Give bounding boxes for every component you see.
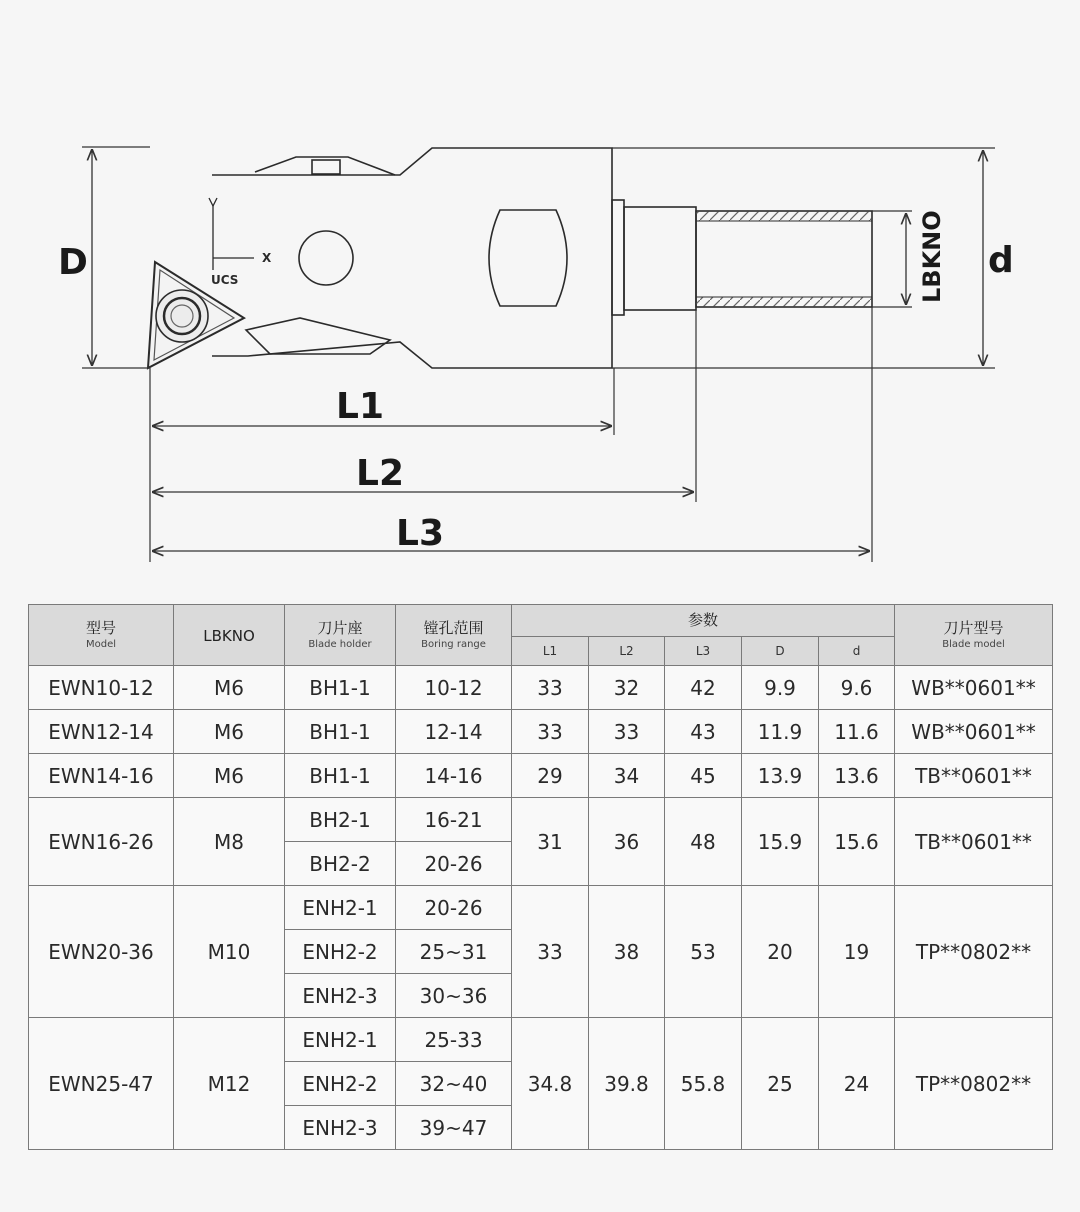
cell-L3: 42 xyxy=(665,666,742,710)
table-row xyxy=(29,754,1053,798)
header-L3: L3 xyxy=(665,637,742,666)
cell-boring-range: 16-21 xyxy=(396,798,512,842)
header-L1: L1 xyxy=(512,637,589,666)
cell-boring-range: 10-12 xyxy=(396,666,512,710)
cell-d: 19 xyxy=(819,886,895,1018)
cell-boring-range: 39~47 xyxy=(396,1106,512,1150)
label-L2: L2 xyxy=(356,453,404,494)
cell-L2: 34 xyxy=(589,754,665,798)
cell-blade-model: TB**0601** xyxy=(895,798,1053,886)
cell-L3: 55.8 xyxy=(665,1018,742,1150)
cell-lbkno: M10 xyxy=(174,886,285,1018)
cell-L1: 31 xyxy=(512,798,589,886)
cell-L1: 34.8 xyxy=(512,1018,589,1150)
cell-L2: 39.8 xyxy=(589,1018,665,1150)
header-blade-holder: 刀片座 Blade holder xyxy=(285,605,396,666)
label-L1: L1 xyxy=(336,386,384,427)
cell-model: EWN10-12 xyxy=(29,666,174,710)
tool-technical-drawing xyxy=(0,0,1080,600)
cell-L3: 53 xyxy=(665,886,742,1018)
cell-blade-holder: ENH2-1 xyxy=(285,1018,396,1062)
cell-lbkno: M6 xyxy=(174,666,285,710)
header-D: D xyxy=(742,637,819,666)
label-D: D xyxy=(58,242,88,283)
cell-model: EWN16-26 xyxy=(29,798,174,886)
cell-blade-model: TP**0802** xyxy=(895,1018,1053,1150)
cell-boring-range: 12-14 xyxy=(396,710,512,754)
header-lbkno: LBKNO xyxy=(174,605,285,666)
cell-boring-range: 14-16 xyxy=(396,754,512,798)
ucs-axes xyxy=(209,198,254,270)
cell-blade-holder: BH1-1 xyxy=(285,666,396,710)
cell-boring-range: 20-26 xyxy=(396,886,512,930)
table-row xyxy=(29,1018,1053,1062)
cell-boring-range: 25~31 xyxy=(396,930,512,974)
cell-model: EWN12-14 xyxy=(29,710,174,754)
cell-blade-holder: ENH2-2 xyxy=(285,1062,396,1106)
cell-blade-model: WB**0601** xyxy=(895,666,1053,710)
cell-D: 13.9 xyxy=(742,754,819,798)
cell-d: 24 xyxy=(819,1018,895,1150)
spec-table-body xyxy=(29,666,1053,1150)
cell-L1: 33 xyxy=(512,710,589,754)
cell-D: 15.9 xyxy=(742,798,819,886)
cell-blade-model: WB**0601** xyxy=(895,710,1053,754)
table-row xyxy=(29,886,1053,930)
cell-D: 20 xyxy=(742,886,819,1018)
cell-d: 11.6 xyxy=(819,710,895,754)
cell-model: EWN14-16 xyxy=(29,754,174,798)
cell-L2: 32 xyxy=(589,666,665,710)
table-row xyxy=(29,710,1053,754)
cell-D: 9.9 xyxy=(742,666,819,710)
cell-model: EWN20-36 xyxy=(29,886,174,1018)
header-blade-model: 刀片型号 Blade model xyxy=(895,605,1053,666)
cell-blade-holder: BH1-1 xyxy=(285,710,396,754)
cell-L3: 43 xyxy=(665,710,742,754)
cell-D: 11.9 xyxy=(742,710,819,754)
table-row xyxy=(29,666,1053,710)
cell-d: 15.6 xyxy=(819,798,895,886)
header-L2: L2 xyxy=(589,637,665,666)
cell-blade-holder: BH1-1 xyxy=(285,754,396,798)
cell-blade-holder: ENH2-1 xyxy=(285,886,396,930)
tool-body-outline xyxy=(212,148,872,368)
spec-table xyxy=(28,604,1053,1150)
cell-L1: 33 xyxy=(512,666,589,710)
label-L3: L3 xyxy=(396,513,444,554)
cell-L3: 45 xyxy=(665,754,742,798)
cell-d: 13.6 xyxy=(819,754,895,798)
cell-L3: 48 xyxy=(665,798,742,886)
cell-blade-model: TB**0601** xyxy=(895,754,1053,798)
cell-lbkno: M12 xyxy=(174,1018,285,1150)
cell-blade-holder: ENH2-3 xyxy=(285,1106,396,1150)
cell-L1: 29 xyxy=(512,754,589,798)
cell-boring-range: 20-26 xyxy=(396,842,512,886)
header-params: 参数 xyxy=(512,605,895,637)
thread-bottom xyxy=(696,297,872,307)
cell-d: 9.6 xyxy=(819,666,895,710)
cell-L1: 33 xyxy=(512,886,589,1018)
cell-L2: 33 xyxy=(589,710,665,754)
label-lbkno: LBKNO xyxy=(918,210,946,303)
cell-blade-holder: BH2-2 xyxy=(285,842,396,886)
cell-L2: 36 xyxy=(589,798,665,886)
cell-model: EWN25-47 xyxy=(29,1018,174,1150)
cell-lbkno: M8 xyxy=(174,798,285,886)
ucs-label: UCS xyxy=(211,273,239,287)
header-model: 型号 Model xyxy=(29,605,174,666)
cell-L2: 38 xyxy=(589,886,665,1018)
table-row xyxy=(29,798,1053,842)
cell-blade-holder: ENH2-3 xyxy=(285,974,396,1018)
cell-boring-range: 30~36 xyxy=(396,974,512,1018)
cell-blade-holder: ENH2-2 xyxy=(285,930,396,974)
cell-boring-range: 32~40 xyxy=(396,1062,512,1106)
cell-D: 25 xyxy=(742,1018,819,1150)
cell-lbkno: M6 xyxy=(174,754,285,798)
axis-x-label: X xyxy=(262,251,272,265)
thread-top xyxy=(696,211,872,221)
cell-lbkno: M6 xyxy=(174,710,285,754)
cell-boring-range: 25-33 xyxy=(396,1018,512,1062)
cell-blade-model: TP**0802** xyxy=(895,886,1053,1018)
label-d: d xyxy=(988,240,1014,281)
header-d: d xyxy=(819,637,895,666)
cell-blade-holder: BH2-1 xyxy=(285,798,396,842)
header-boring-range: 镗孔范围 Boring range xyxy=(396,605,512,666)
